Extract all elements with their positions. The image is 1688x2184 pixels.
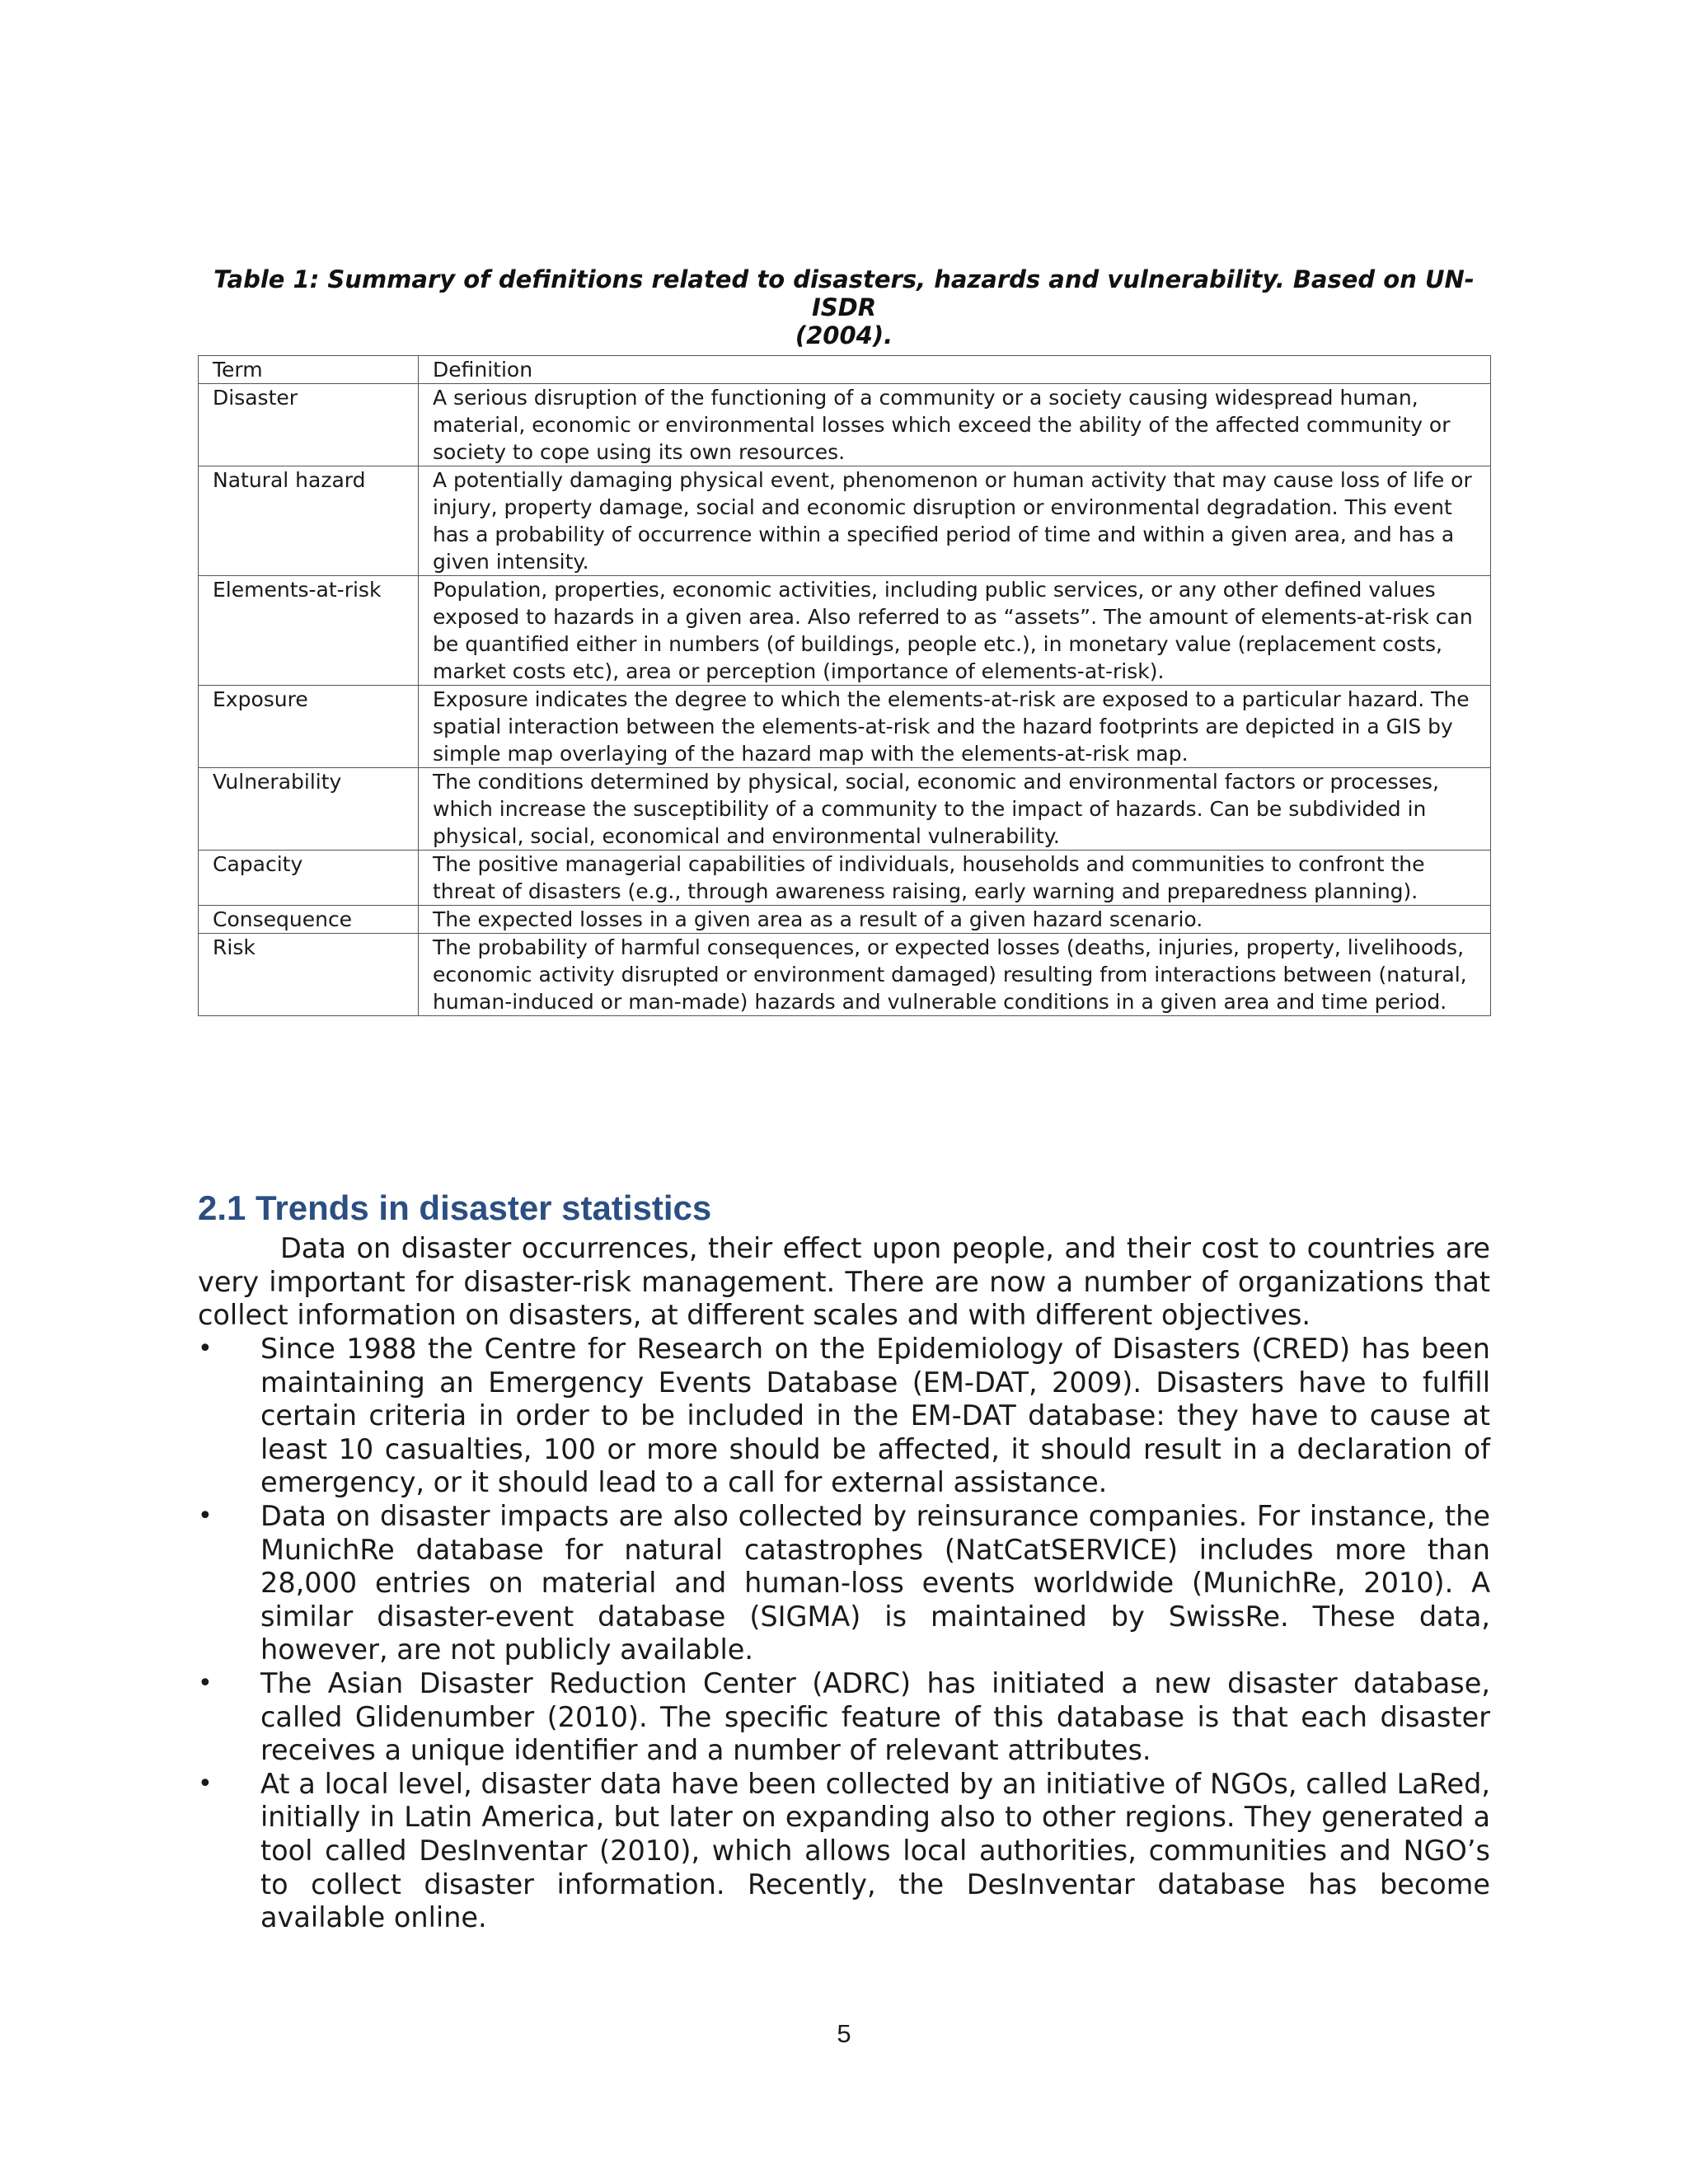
definition-cell: The positive managerial capabilities of individuals, households and communities to confront the threat of disasters (e.g., through awareness raising, early warning and preparedness planning). <box>419 851 1491 906</box>
term-cell: Risk <box>199 934 419 1016</box>
list-item-text: Since 1988 the Centre for Research on the Epidemiology of Disasters (CRED) has been maintaining an Emergency Events Database (EM-DAT, 2009). Disasters have to fulfill certain criteria in order to be included in the EM-DAT database: they have to cause at least 10 casualties, 100 or more should be affected, it should result in a declaration of emergency, or it should lead to a call for external assistance. <box>260 1333 1490 1499</box>
term-cell: Consequence <box>199 906 419 934</box>
table-row <box>199 466 1491 576</box>
term-cell: Capacity <box>199 851 419 906</box>
table-header-row <box>199 356 1491 384</box>
definition-cell: Exposure indicates the degree to which the elements-at-risk are exposed to a particular hazard. The spatial interaction between the elements-at-risk and the hazard footprints are depicted in a GIS by simple map overlaying of the hazard map with the elements-at-risk map. <box>419 686 1491 768</box>
list-item <box>198 1667 1490 1768</box>
definition-cell: The conditions determined by physical, social, economic and environmental factors or processes, which increase the susceptibility of a community to the impact of hazards. Can be subdivided in physical, social, economical and environmental vulnerability. <box>419 768 1491 851</box>
bullet-list <box>198 1333 1490 1935</box>
list-item <box>198 1768 1490 1935</box>
table-caption-line-2: (2004). <box>795 321 893 349</box>
table-row <box>199 851 1491 906</box>
term-cell: Vulnerability <box>199 768 419 851</box>
term-cell: Elements-at-risk <box>199 576 419 686</box>
bullet-icon: • <box>198 1334 213 1363</box>
header-term: Term <box>199 356 419 384</box>
definitions-table <box>198 355 1491 1016</box>
list-item-text: Data on disaster impacts are also collected by reinsurance companies. For instance, the MunichRe database for natural catastrophes (NatCatSERVICE) includes more than 28,000 entries on material and human-loss events worldwide (MunichRe, 2010). A similar disaster-event database (SIGMA) is maintained by SwissRe. These data, however, are not publicly available. <box>260 1499 1490 1666</box>
intro-paragraph: Data on disaster occurrences, their effect upon people, and their cost to countries are very important for disaster-risk management. There are now a number of organizations that collect information on disasters, at different scales and with different objectives. <box>198 1232 1490 1332</box>
term-cell: Disaster <box>199 384 419 466</box>
list-item <box>198 1333 1490 1500</box>
table-row <box>199 686 1491 768</box>
table-row <box>199 576 1491 686</box>
list-item <box>198 1500 1490 1667</box>
table-row <box>199 768 1491 851</box>
table-caption-line-1: Table 1: Summary of definitions related to disasters, hazards and vulnerability. Based on UN-ISDR <box>213 265 1475 321</box>
definition-cell: The probability of harmful consequences, or expected losses (deaths, injuries, property, livelihoods, economic activity disrupted or environment damaged) resulting from interactions between (natural, human-induced or man-made) hazards and vulnerable conditions in a given area and time period. <box>419 934 1491 1016</box>
bullet-icon: • <box>198 1668 213 1698</box>
definition-cell: The expected losses in a given area as a result of a given hazard scenario. <box>419 906 1491 934</box>
term-cell: Exposure <box>199 686 419 768</box>
table-row <box>199 906 1491 934</box>
term-cell: Natural hazard <box>199 466 419 576</box>
table-row <box>199 384 1491 466</box>
definition-cell: Population, properties, economic activities, including public services, or any other defined values exposed to hazards in a given area. Also referred to as “assets”. The amount of elements-at-risk can be quantified either in numbers (of buildings, people etc.), in monetary value (replacement costs, market costs etc), area or perception (importance of elements-at-risk). <box>419 576 1491 686</box>
list-item-text: At a local level, disaster data have been collected by an initiative of NGOs, called LaRed, initially in Latin America, but later on expanding also to other regions. They generated a tool called DesInventar (2010), which allows local authorities, communities and NGO’s to collect disaster information. Recently, the DesInventar database has become available online. <box>260 1767 1490 1934</box>
header-definition: Definition <box>419 356 1491 384</box>
bullet-icon: • <box>198 1501 213 1530</box>
definition-cell: A potentially damaging physical event, phenomenon or human activity that may cause loss of life or injury, property damage, social and economic disruption or environmental degradation. This event has a probability of occurrence within a specified period of time and within a given area, and has a given intensity. <box>419 466 1491 576</box>
table-caption <box>198 265 1490 349</box>
section-heading: 2.1 Trends in disaster statistics <box>198 1188 712 1227</box>
definition-cell: A serious disruption of the functioning of a community or a society causing widespread human, material, economic or environmental losses which exceed the ability of the affected community or society to cope using its own resources. <box>419 384 1491 466</box>
page-number: 5 <box>837 2019 851 2048</box>
table-row <box>199 934 1491 1016</box>
list-item-text: The Asian Disaster Reduction Center (ADRC) has initiated a new disaster database, called Glidenumber (2010). The specific feature of this database is that each disaster receives a unique identifier and a number of relevant attributes. <box>260 1666 1490 1767</box>
bullet-icon: • <box>198 1769 213 1798</box>
